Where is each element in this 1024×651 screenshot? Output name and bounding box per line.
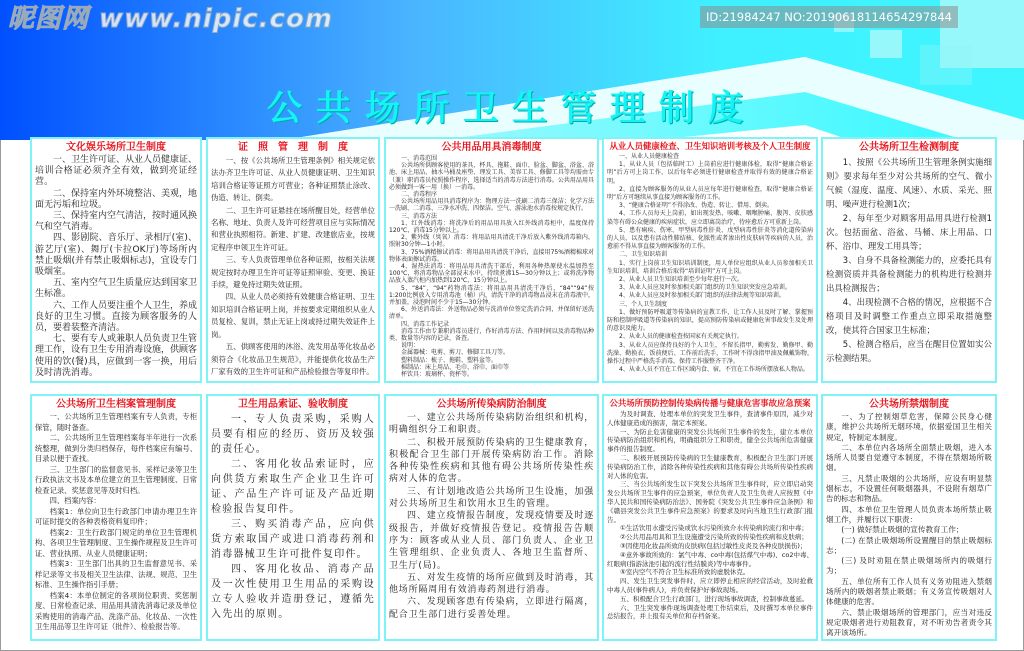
panel-paragraph: 一、专人负责采购，采购人员要有相应的经历、资历及较强的责任心。	[211, 414, 375, 455]
panel-heading: 公共场所卫生档案管理制度	[56, 399, 176, 410]
panel-paragraph: 二、积极开展预防传染病的卫生健康教育，积极配合卫生部门开展传染病防治工作，消除各种传染性疾病和其他有碍公共场所传染性疾病对人体的危害。	[607, 453, 813, 480]
panel-heading: 文化娱乐场所卫生制度	[66, 142, 166, 153]
panel-paragraph: ④意外事故所致的：氯气中毒、co中毒(包括煤气中毒)、co2中毒、红眼病(指游泳池引起的流行性结膜炎)等中毒事件。	[607, 550, 813, 568]
panel-infectious-disease	[384, 394, 599, 641]
panel-paragraph: 2、紫外线（臭氧）消毒：将用品用具清洗干净后放入紫外线消毒箱内，照射30分钟—1小时。	[389, 234, 594, 249]
panel-heading: 证 照 管 理 制 度	[238, 142, 348, 153]
panel-paragraph: 4、湿热法消毒：将用品用具清洗干部后，利用各种热原使水温加热至100℃，将消毒物品全部浸末水中，持续煮沸15—30分钟以上；或将洗净物品放入蒸汽柜内加热到120℃，15分钟以上。	[389, 263, 594, 285]
panel-paragraph: ③因使用化妆品所致的皮肤病(包括过敏性皮炎及各种皮肤损伤)；	[620, 541, 807, 550]
panel-paragraph: 三、当公共场所发生以下突发公共场所卫生事件时，应立即启动突发公共场所卫生事件的应急预案，单位负责人及卫生负责人应按照《中华人民共和国传染病防治法》、国务院《突发公共卫生事件应急条例》和《赣县突发公共卫生事件应急预案》的要求及时向当地卫生行政部门报告。	[607, 480, 813, 524]
panel-paragraph: ⑤室内空气不符合卫生标准所致的虚脱休克。	[620, 568, 750, 577]
panel-paragraph: 六、禁止吸烟场所的管理部门，应当对违反规定吸烟者进行劝阻教育，对不听劝告者责令其离开该场所。	[826, 607, 992, 638]
panel-paragraph: 档案3：卫生部门出具的卫生监督意见书、采样记录等文书及相关卫生法律、法规、规范、卫生标准、卫生操作指引手册；	[35, 559, 197, 589]
panel-paragraph: 2、从业人员卫生知识培训至少每年进行一次。	[619, 276, 743, 284]
panel-heading: 公共场所禁烟制度	[869, 399, 949, 410]
panel-paragraph: 说明：	[401, 342, 420, 350]
panel-paragraph: 三、有计划地改造公共场所卫生设施，加强对公共场所卫生和饮用水卫生的管理。	[389, 486, 594, 510]
panel-paragraph: 1、做好预防呼吸道等传染病的宣教工作，让工作人员及时了解、掌握预防和控制呼吸道等传染病的知识，提高预防传染病或健康危害事故发生及处理的意识及能力。	[607, 308, 813, 333]
watermark-id: ID:21984247 NO:20190618114654297844	[700, 6, 958, 28]
panel-paragraph: 金属器械：电剪、剪刀、修脚工具刀等。	[401, 349, 510, 357]
panel-paragraph: 二、积极开展预防传染病的卫生健康教育，积极配合卫生部门开展传染病防治工作。消除各种传染性疾病和其他有碍公共场所传染性疾病对人体的危害。	[389, 437, 594, 485]
panel-paragraph: 一、为了控制烟草危害，保障公民身心健康，维护公共场所无烟环境，依据爱国卫生相关规定，特制定本制度。	[826, 412, 992, 442]
panel-paragraph: 一、建立公共场所传染病防治组织和机构，明确组织分工和职责。	[389, 413, 594, 436]
panel-paragraph: 4、从业人员不宜在工作区域内食、宿，不宜在工作场所摆放私人物品。	[619, 366, 809, 374]
watermark-site: 昵图网 www.nipic.com	[8, 4, 333, 34]
panel-emergency-plan	[602, 394, 818, 641]
panel-paragraph: 五、供顾客使用的沐浴、洗发用品等化妆品必须符合《化妆品卫生规范》，并能提供化妆品生产厂家有效的卫生许可证和产品检验报告等复印件。	[211, 342, 375, 376]
panel-paragraph: 塑料制品：梳子、拖鞋、塑料盆等。	[401, 356, 498, 364]
panel-paragraph: 2、直接为顾客服务的从业人员应每年进行健康检查，取得“健康合格证明”后方可继续从事直接为顾客服务的工作。	[607, 185, 813, 202]
panel-paragraph: 四、从业人员必须持有效健康合格证明、卫生知识培训合格证明上岗，并按要求定期组织从业人员复检、复训，禁止无证上岗或持过期失效证件上岗。	[211, 292, 375, 339]
panel-paragraph: 1、红外线消毒：将洗净后的用品用具放入红外线消毒柜中，温度保持120℃，消毒15分钟以上。	[389, 219, 594, 235]
panel-paragraph: 3、75%酒精擦试消毒：将用品用具清洗干净后，直接用75%酒精棉球对物体表面擦试消毒。	[389, 248, 594, 263]
panel-paragraph: 二、保持室内外环境整洁、美观，地面无污垢和垃圾。	[35, 188, 198, 210]
panel-paragraph: 三、个人卫生制度	[619, 300, 668, 308]
panel-smoking-ban	[821, 394, 997, 641]
panel-paragraph: 5、患有痢疾、伤寒、甲型病毒性肝炎、戊型病毒性肝炎等消化道传染病的人员，以及患有活动性肺结核、化脓性或者渗出性皮肤病等疾病的人员，治愈前不得从事直接为顾客服务的工作。	[607, 226, 813, 251]
panel-paragraph: 五、对发生疫情的场所应做到及时消毒，其他场所隔周用有效消毒药剂进行消毒。	[389, 572, 594, 596]
panel-paragraph: 三、凡禁止吸烟的公共场所，应设有明显禁烟标志，不设置任何吸烟器具，不设附有烟草广告的标志和物品。	[826, 473, 992, 504]
panel-paragraph: 6、外送消毒法：外送物品必须与洗消单位签定洗消合同，并保留好送洗清单。	[389, 306, 594, 321]
panel-paragraph: 消毒工作由专兼职消毒员进行，作好消毒方法、作用时间以及消毒物品种类、数量等内容的记录，备查。	[389, 327, 594, 343]
panel-paragraph: 一、从业人员健康检查	[619, 153, 680, 160]
panel-paragraph: 2、每年至少对顾客用品用具进行检测1次。包括面盆、浴盆、马桶、床上用品、口杯、浴巾、理发工用具等；	[826, 213, 992, 251]
panel-paragraph: 二、卫生许可证悬挂在场所醒目处，经营单位名称、地址、负责人及许可经营项目应与实际情况和营业执照相符。新建、扩建、改建旅店业，按规定程序申领卫生许可证。	[211, 205, 375, 252]
panel-paragraph: 一、卫生许可证、从业人员健康证、培训合格证必须齐全有效，做到亮证经营。	[35, 155, 198, 188]
panel-paragraph: 三、保持室内空气清洁，按时通风换气和空气消毒。	[35, 211, 198, 233]
panel-paragraph: 三、卫生部门的监督意见书、采样记录等卫生行政执法文书及本单位建立的卫生管理制度、日常检查记录、奖惩意见等及时归档。	[35, 464, 197, 495]
panel-heading: 从业人员健康检查、卫生知识培训考核及个人卫生制度	[609, 141, 811, 151]
panel-paragraph: 为及时调查、处理本单位的突发卫生事件，查清事件原因，减少对人体健康造成的损害，制定本预案。	[607, 410, 813, 427]
panel-paragraph: 六、工作人员要注重个人卫生，养成良好的卫生习惯。直接为顾客服务的人员，要着装整齐清洁。	[35, 300, 198, 334]
panel-entertainment-hygiene	[30, 137, 202, 383]
panel-paragraph: 四、客用化妆品、消毒产品及一次性使用卫生用品的采购设立专人验收并造册登记，遵循先入先出的原则。	[211, 564, 375, 620]
panel-paragraph: 四、消毒工作记录	[401, 320, 450, 328]
panel-staff-health	[602, 137, 818, 383]
panel-paragraph: 3、从业人员应保持良好的个人卫生，不留长指甲，勤剪发、勤修甲、勤洗澡、勤换衣，饭前便后、工作前后洗手，工作时不得涂指甲油及佩戴饰物，操作过程中严格洗手消毒，保持工作服整齐干净。	[607, 341, 813, 366]
panel-paragraph: 三、消毒方法	[401, 212, 438, 220]
panel-paragraph: 六、发现顾客患有传染病，立即进行隔离，配合卫生部门进行妥善处理。	[389, 597, 594, 620]
panel-archive-management	[30, 394, 202, 641]
panel-paragraph: 一、公共场所卫生管理档案有专人负责，专柜保管，随时备查。	[35, 412, 197, 432]
panel-heading: 卫生用品索证、验收制度	[238, 399, 348, 410]
panel-supplies-inspection	[206, 394, 380, 641]
panel-paragraph: 五、室内空气卫生质量应达到国家卫生标准。	[35, 278, 198, 300]
panel-paragraph: 四、影剧院、音乐厅、录相厅(室)、游艺厅(室)、舞厅(卡拉OK厅)等场所内禁止吸烟(并有禁止吸烟标志)，宜设专门吸烟室。	[35, 233, 197, 278]
panel-hygiene-testing	[821, 137, 997, 383]
page-title: 公共场所卫生管理制度	[266, 89, 757, 129]
panel-paragraph: 六、卫生突发事件现场调查处理工作结束后，及时撰写本单位事件总结报告，并上报有关单位和存档备案。	[607, 603, 813, 621]
panel-paragraph: (二) 在禁止吸烟场所设置醒目的禁止吸烟标志；	[826, 535, 992, 555]
panel-paragraph: 二、客用化妆品索证时，应向供货方索取生产企业卫生许可证、产品生产许可证及产品近期检验报告复印件。	[211, 459, 375, 515]
panel-paragraph: 四、建立疫情报告制度，发现疫情要及时逐级报告，并做好疫情报告登记。疫情报告告顺序为：顾客或从业人员、部门负责人、企业卫生管理组织、企业负责人、各地卫生监督所、卫生厅(局)。	[389, 511, 594, 571]
panel-paragraph: 档案4：本单位制定的各项岗位职责、奖惩制度、日常检查记录、用品用具清洗消毒记录及单位采购使用的消毒产品、洗涤产品、化妆品、一次性卫生用品等卫生许可证（批件）、检验报告等。	[35, 590, 197, 631]
panel-paragraph: 二、本单位内各场所全面禁止吸烟，进入本场所人员要自觉遵守本制度，不得在禁烟场所吸烟。	[826, 442, 992, 473]
panel-paragraph: 五、单位所有工作人员有义务劝阻进入禁烟场所内的吸烟者禁止吸烟；有义务宣传吸烟对人体健康的危害。	[826, 576, 992, 607]
panel-paragraph: 4、工作人员每天上岗前，如出现发热、咳嗽、咽喉肿痛、腹泻、皮肤感染等有碍公众健康的疾病症状，应立即离岗治疗，待痊愈后方可重新上岗。	[607, 210, 813, 226]
panel-heading: 公共场所卫生检测制度	[859, 142, 959, 153]
panel-paragraph: 2、从业人员的健康检查按国家有关规定执行。	[619, 333, 743, 341]
panel-paragraph: 3、从业人员应及时参加相关部门组织的卫生知识突发应急培训。	[619, 284, 791, 292]
panel-paragraph: 3、自身不具备检测能力的，应委托具有检测资质并具备检测能力的机构进行检测并出具检测报告；	[826, 255, 992, 293]
panel-paragraph: 七、要有专人或兼职人员负责卫生管理工作，设有卫生专用消毒设施，供顾客使用的饮(餐)具，应做到一客一换，用后及时清洗消毒。	[35, 334, 198, 378]
panel-paragraph: 档案2：卫生行政部门规定的单位卫生管理机构、各项卫生管理制度、卫生操作规程及卫生许可证、营业执照、从业人员健康证明；	[35, 527, 197, 558]
panel-license-management	[206, 137, 380, 383]
panel-paragraph: 杯饮具：玻璃杯、瓷杯等。	[401, 371, 474, 379]
panel-paragraph: 一、为防止危害健康的突发公共场所卫生事件的发生，建立本单位传染病防治组织和机构，明确组织分工和职责，健全公共场所危害健康事件的报告制度。	[607, 427, 813, 454]
panel-paragraph: 五、积极配合卫生行政部门，进行现场事故调查，控制事故蔓延。	[620, 594, 809, 603]
panel-heading: 公共用品用具消毒制度	[441, 142, 542, 153]
panel-paragraph: 公共场所供顾客使用的茶具、杯具、拖鞋、面巾、脸盆、脚盆、浴盆、浴池、床上用品、抽水马桶及座垫、理发工具、美容工具、修脚工具等均需由专（兼）职消毒员按照操作程序，选择适当的消毒方法进行消毒。公共用品用具必须做到一客一用（换）一消毒。	[389, 162, 594, 191]
panel-paragraph: 5、检测合格后，应当在醒目位置如实公示检测结果。	[826, 339, 992, 363]
panel-paragraph: 1、实行上岗前卫生知识培训制度，用人单位应组织从业人员参加相关卫生知识培训，培训合格后取得“培训证明”方可上岗。	[607, 259, 813, 275]
panel-paragraph: 四、发生卫生突发事件时，应立即停止相应的经营活动，及时抢救中毒人员(事件病人)，并负责保护好事故现场。	[607, 577, 813, 594]
panel-paragraph: 四、本单位卫生管理人员负责本场所禁止吸烟工作，并履行以下职责：	[826, 504, 992, 524]
panel-paragraph: 二、消毒程序	[401, 191, 438, 199]
panel-paragraph: 1、按照《公共场所卫生管理条例实施细则》要求每年至少对公共场所的空气、微小气候（湿度、温度、风速）、水质、采光、照明、噪声进行检测1次；	[826, 157, 992, 209]
panel-paragraph: ②公共用品用具和卫生设施遭受污染所致的传染性疾病和皮肤病；	[620, 533, 808, 542]
panel-paragraph: 4、从业人员应及时参加相关部门组织的法律法规等知识培训。	[619, 292, 785, 300]
panel-paragraph: 1、从业人员（包括临时工）上岗前应进行健康体检，取得“健康合格证明”后方可上岗工作，以后每年必须进行健康检查并取得有效的健康合格证明。	[607, 161, 813, 185]
panel-paragraph: 一、消毒范围	[401, 155, 438, 162]
panel-paragraph: 三、购买消毒产品，应向供货方索取国产或进口消毒药剂和消毒器械卫生许可批件复印件。	[211, 519, 375, 560]
panel-paragraph: (一) 做好禁止吸烟的宣传教育工作；	[841, 525, 964, 535]
panel-paragraph: 3、“健康合格证明”不得涂改、伪造、转让、借用、倒卖。	[619, 202, 774, 210]
panel-paragraph: 二、公共场所卫生管理档案每半年进行一次系统整理，做到分类归档保存，每件档案应有编号、目录以便于查找。	[35, 433, 197, 463]
panel-heading: 公共场所预防控制传染病传播与健康危害事故应急预案	[609, 398, 811, 408]
panel-heading: 公共场所传染病防治制度	[436, 399, 547, 410]
panel-paragraph: 5、“84”、“94”药物消毒法：将用品用具清洗干净后，“84”“94”按1:200比例放入专用消毒池（桶）内，清洗干净的消毒物品浸末在消毒液中，并加盖，浸泡时间不少于15—30分钟。	[389, 284, 594, 307]
panel-paragraph: 一、按《公共场所卫生管理条例》相关规定依法办齐卫生许可证、从业人员健康证明、卫生知识培训合格证等证照方可营业；各种证照禁止涂改、伪造、转让、倒卖。	[211, 156, 375, 203]
panel-paragraph: 4、出现检测不合格的情况，应根据不合格项目及时调整工作重点立即采取措施整改，使其符合国家卫生标准；	[826, 297, 992, 335]
panel-paragraph: 公共场所用品用具消毒程序为：物理方法一洗刷二消毒三保洁；化学方法一洗刷、二消毒、三净水冲洗、四保洁。空气、游泳池水消毒按规定执行。	[389, 198, 594, 213]
panel-paragraph: 三、专人负责管理单位各种证照，按相关法规规定按时办理卫生许可证等证照审验、变更、换证手续，避免持过期失效证照。	[211, 255, 375, 290]
panel-paragraph: (三) 及时劝阻在禁止吸烟场所内的吸烟行为；	[826, 556, 992, 576]
panel-paragraph: ①生活饮用水遭受污染或饮水污染所致介水传染病的流行和中毒；	[620, 524, 808, 533]
panel-paragraph: 二、卫生知识培训	[619, 251, 668, 259]
panel-paragraph: 棉制品：床上用品、毛巾、浴巾、面巾等	[401, 363, 510, 371]
panel-article-disinfection	[384, 137, 599, 383]
panel-paragraph: 档案1：单位向卫生行政部门申请办理卫生许可证时提交的各种表格资料复印件；	[35, 506, 197, 526]
panel-paragraph: 四、档案内容：	[49, 496, 101, 505]
